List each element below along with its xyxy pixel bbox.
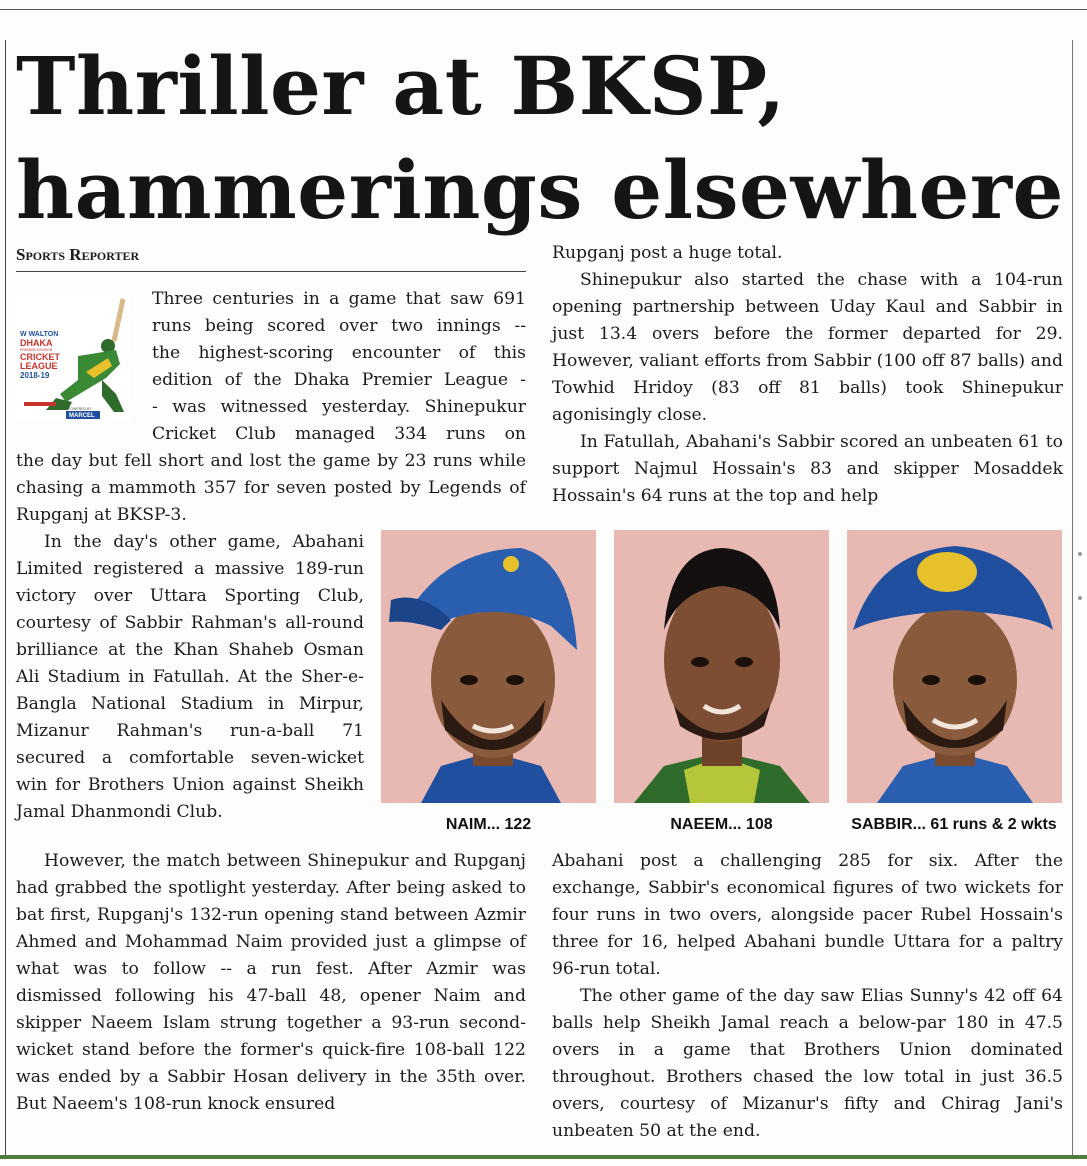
- wrap-line-4: edition of the Dhaka Premier League -: [152, 370, 526, 390]
- right-paragraph-3: In Fatullah, Abahani's Sabbir scored an unbeaten 61 to support Najmul Hossain's 83 and skipper Mosaddek Hossain's 64 runs at the top and help: [552, 432, 1063, 506]
- paragraph-1-rest: the day but fell short and lost the game by 23 runs while chasing a mammoth 357 for seven posted by Legends of Rupganj at BKSP-3.: [16, 451, 526, 525]
- caption-naim: NAIM... 122: [445, 816, 532, 833]
- logo-line-3: CRICKET: [20, 352, 60, 362]
- wrap-line-2: runs being scored over two innings --: [152, 316, 526, 336]
- top-rule: [0, 9, 1087, 10]
- right-paragraph-1-cont: Rupganj post a huge total.: [552, 243, 783, 263]
- left-column-p2: [16, 529, 364, 826]
- page-edge-mark: [1078, 552, 1082, 556]
- svg-text:W WALTON: W WALTON: [20, 331, 59, 338]
- right-column-bottom: [552, 848, 1063, 1145]
- left-column-rule: [5, 40, 6, 1155]
- photo-sabbir: [847, 530, 1062, 803]
- logo-line-4: LEAGUE: [20, 361, 58, 371]
- caption-naeem: NAEEM... 108: [670, 816, 773, 833]
- paragraph-2: In the day's other game, Abahani Limited registered a massive 189-run victory over Uttara Sporting Club, courtesy of Sabbir Rahman's all-round brilliance at the Khan Shaheb Osman Ali Stadium in Fatullah. At the Sher-e-Bangla National Stadium in Mirpur, Mizanur Rahman's run-a-ball 71 secured a comfortable seven-wicket win for Brothers Union against Sheikh Jamal Dhanmondi Club.: [16, 532, 364, 822]
- photo-naeem: [614, 530, 829, 803]
- bottom-rule: [0, 1155, 1087, 1159]
- logo-powered-by: POWERED BY: [68, 407, 92, 411]
- right-paragraph-2: Shinepukur also started the chase with a 104-run opening partnership between Uday Kaul and Sabbir in just 13.4 overs before the former departed for 29. However, valiant efforts from Sabbir (100 off 87 balls) and Towhid Hridoy (83 off 81 balls) took Shinepukur agonisingly close.: [552, 270, 1063, 425]
- headline-line-1: Thriller at BKSP,: [16, 39, 786, 133]
- player-portrait-naim-icon: [381, 530, 596, 803]
- right-column-rule: [1072, 40, 1073, 1155]
- byline: Sports Reporter: [16, 245, 526, 272]
- logo-season: 2018-19: [20, 371, 50, 380]
- dhaka-premier-league-logo: [16, 294, 130, 420]
- logo-line-2: PREMIER DIVISION: [20, 348, 53, 352]
- wrap-line-1: Three centuries in a game that saw 691: [152, 289, 526, 309]
- caption-sabbir: SABBIR... 61 runs & 2 wkts: [851, 816, 1057, 833]
- logo-brand: MARCEL: [69, 413, 95, 419]
- wrap-line-5: - was witnessed yesterday. Shinepukur: [152, 397, 526, 417]
- wrap-line-6: Cricket Club managed 334 runs on: [152, 424, 526, 444]
- player-portrait-naeem-icon: [614, 530, 829, 803]
- player-portrait-sabbir-icon: [847, 530, 1062, 803]
- right-paragraph-4-cont: Abahani post a challenging 285 for six. After the exchange, Sabbir's economical figures of two wickets for four runs in two overs, alongside pacer Rubel Hossain's three for 16, helped Abahani bundle Uttara for a paltry 96-run total.: [552, 851, 1063, 979]
- left-column-p1-rest: [16, 448, 526, 529]
- headline-line-2: hammerings elsewhere: [16, 143, 1064, 237]
- right-column-top: [552, 240, 1063, 510]
- right-paragraph-5: The other game of the day saw Elias Sunny's 42 off 64 balls help Sheikh Jamal reach a below-par 180 in 47.5 overs in a game that Brothers Union dominated throughout. Brothers chased the low total in just 36.5 overs, courtesy of Mizanur's fifty and Chirag Jani's unbeaten 50 at the end.: [552, 986, 1063, 1141]
- left-column-wrap: [152, 286, 526, 448]
- logo-line-1: DHAKA: [20, 338, 53, 348]
- left-column-p3: [16, 848, 526, 1118]
- photo-naim: [381, 530, 596, 803]
- paragraph-3: However, the match between Shinepukur and Rupganj had grabbed the spotlight yesterday. After being asked to bat first, Rupganj's 132-run opening stand between Azmir Ahmed and Mohammad Naim provided just a glimpse of what was to follow -- a run fest. After Azmir was dismissed following his 47-ball 48, opener Naim and skipper Naeem Islam strung together a 93-run second-wicket stand before the former's quick-fire 108-ball 122 was ended by a Sabbir Hosan delivery in the 35th over. But Naeem's 108-run knock ensured: [16, 851, 526, 1114]
- wrap-line-3: the highest-scoring encounter of this: [152, 343, 526, 363]
- logo-sponsor: WALTON: [28, 331, 59, 338]
- page-edge-mark: [1078, 596, 1082, 600]
- headline: [16, 34, 1066, 242]
